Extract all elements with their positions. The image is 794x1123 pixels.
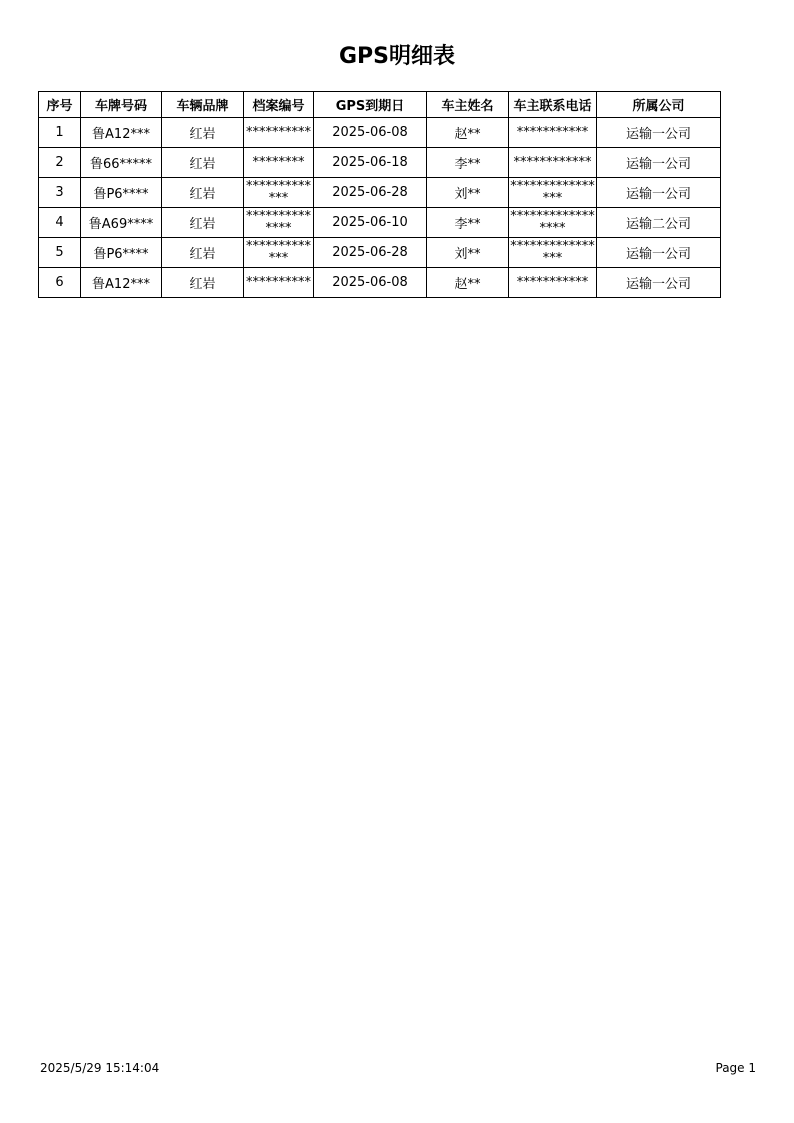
cell-company: 运输二公司 xyxy=(597,208,721,238)
cell-gps-expiry: 2025-06-10 xyxy=(314,208,427,238)
cell-gps-expiry: 2025-06-08 xyxy=(314,118,427,148)
cell-owner-name: 赵** xyxy=(427,118,509,148)
cell-owner-phone: **************** xyxy=(510,178,595,206)
cell-owner-name: 李** xyxy=(427,208,509,238)
cell-plate: 鲁A12*** xyxy=(81,118,162,148)
cell-gps-expiry: 2025-06-28 xyxy=(314,178,427,208)
cell-brand: 红岩 xyxy=(162,148,244,178)
gps-detail-table xyxy=(38,91,721,298)
cell-owner-phone: ***************** xyxy=(510,208,595,236)
header-cell-company: 所属公司 xyxy=(597,92,721,118)
header-cell-gps-expiry: GPS到期日 xyxy=(314,92,427,118)
header-cell-owner-name: 车主姓名 xyxy=(427,92,509,118)
cell-index: 3 xyxy=(39,178,81,208)
cell-owner-phone: **************** xyxy=(510,238,595,266)
cell-plate: 鲁A12*** xyxy=(81,268,162,298)
cell-plate: 鲁P6**** xyxy=(81,178,162,208)
cell-index: 1 xyxy=(39,118,81,148)
cell-gps-expiry: 2025-06-08 xyxy=(314,268,427,298)
cell-company: 运输一公司 xyxy=(597,178,721,208)
cell-plate: 鲁A69**** xyxy=(81,208,162,238)
table-row xyxy=(39,118,721,148)
cell-owner-phone: *********** xyxy=(509,268,597,298)
cell-company: 运输一公司 xyxy=(597,118,721,148)
cell-file-no: ************* xyxy=(244,238,314,268)
header-cell-plate: 车牌号码 xyxy=(81,92,162,118)
cell-company: 运输一公司 xyxy=(597,148,721,178)
header-cell-index: 序号 xyxy=(39,92,81,118)
cell-owner-name: 赵** xyxy=(427,268,509,298)
print-timestamp: 2025/5/29 15:14:04 xyxy=(40,1061,160,1075)
header-cell-owner-phone: 车主联系电话 xyxy=(509,92,597,118)
cell-brand: 红岩 xyxy=(162,268,244,298)
cell-gps-expiry: 2025-06-28 xyxy=(314,238,427,268)
report-title: GPS明细表 xyxy=(338,44,456,69)
cell-company: 运输一公司 xyxy=(597,268,721,298)
table-row xyxy=(39,238,721,268)
table-row xyxy=(39,268,721,298)
cell-file-no: ********** xyxy=(244,268,314,298)
cell-plate: 鲁P6**** xyxy=(81,238,162,268)
page-number: Page 1 xyxy=(715,1061,756,1075)
cell-company: 运输一公司 xyxy=(597,238,721,268)
cell-brand: 红岩 xyxy=(162,118,244,148)
cell-owner-name: 刘** xyxy=(427,178,509,208)
table-row xyxy=(39,178,721,208)
cell-plate: 鲁66***** xyxy=(81,148,162,178)
cell-index: 2 xyxy=(39,148,81,178)
cell-brand: 红岩 xyxy=(162,208,244,238)
header-cell-brand: 车辆品牌 xyxy=(162,92,244,118)
cell-owner-phone: ************ xyxy=(509,148,597,178)
cell-owner-name: 刘** xyxy=(427,238,509,268)
cell-file-no: ********** xyxy=(244,118,314,148)
cell-file-no: ******** xyxy=(244,148,314,178)
cell-index: 6 xyxy=(39,268,81,298)
header-cell-file-no: 档案编号 xyxy=(244,92,314,118)
table-row xyxy=(39,148,721,178)
cell-brand: 红岩 xyxy=(162,178,244,208)
cell-index: 5 xyxy=(39,238,81,268)
cell-owner-phone: *********** xyxy=(509,118,597,148)
cell-file-no: ************* xyxy=(244,178,314,208)
cell-index: 4 xyxy=(39,208,81,238)
cell-gps-expiry: 2025-06-18 xyxy=(314,148,427,178)
cell-brand: 红岩 xyxy=(162,238,244,268)
table-row xyxy=(39,208,721,238)
cell-owner-name: 李** xyxy=(427,148,509,178)
table-header-row xyxy=(39,92,721,118)
cell-file-no: ************** xyxy=(244,208,314,238)
